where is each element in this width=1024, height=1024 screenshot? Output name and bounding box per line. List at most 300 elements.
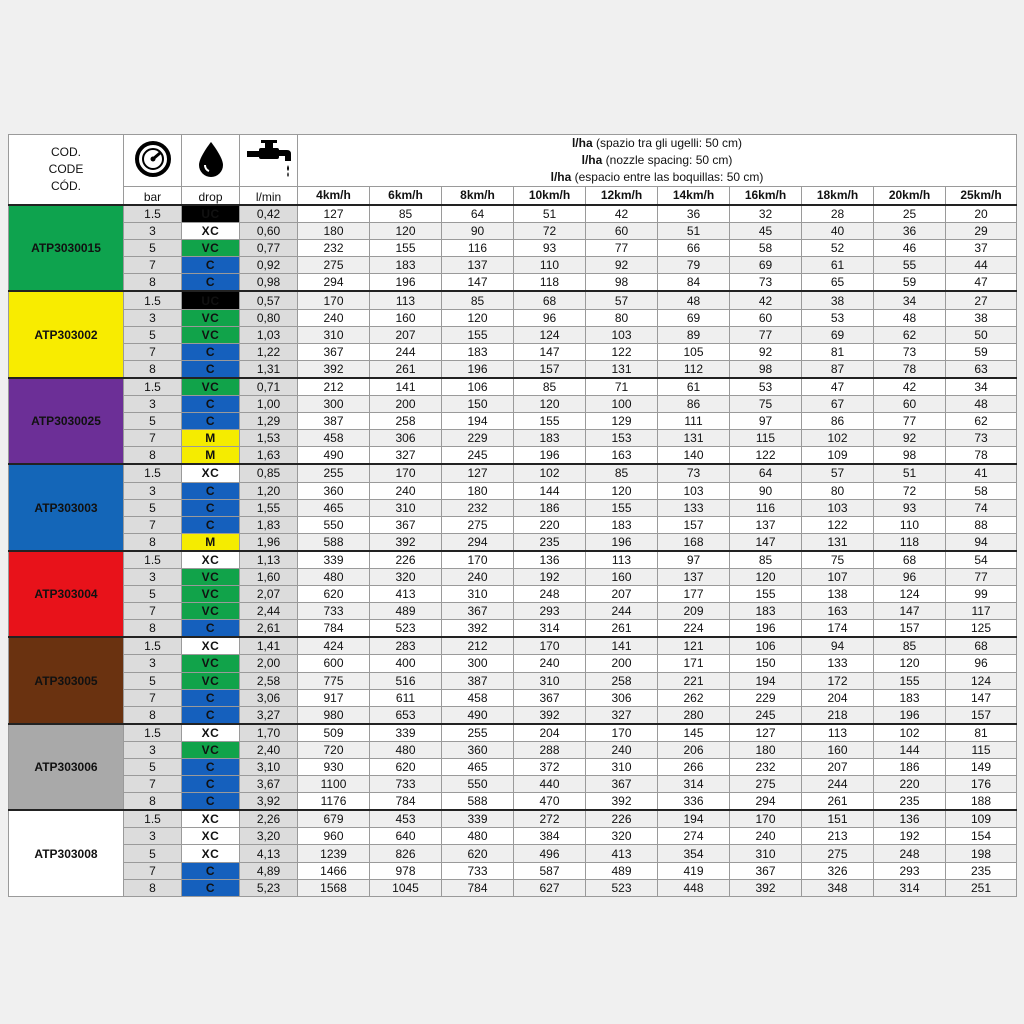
rate-value: 458 [442,689,514,706]
rate-value: 392 [514,706,586,724]
speed-header: 14km/h [658,187,730,206]
table-row [9,776,1017,793]
rate-value: 320 [586,828,658,845]
rate-value: 150 [730,655,802,672]
rate-value: 85 [514,378,586,396]
pressure-value: 3 [124,223,182,240]
rate-value: 163 [586,447,658,465]
rate-value: 360 [298,482,370,499]
rate-value: 226 [370,551,442,569]
rate-value: 73 [946,430,1017,447]
table-row [9,396,1017,413]
rate-value: 174 [802,620,874,638]
rate-value: 75 [802,551,874,569]
rate-value: 140 [658,447,730,465]
rate-value: 587 [514,862,586,879]
rate-value: 67 [802,396,874,413]
rate-value: 94 [946,533,1017,551]
rate-value: 92 [730,343,802,360]
drop-class-badge: XC [182,223,240,240]
rate-value: 320 [370,568,442,585]
drop-class-badge: C [182,396,240,413]
rate-value: 339 [442,810,514,828]
rate-value: 38 [802,291,874,309]
pressure-value: 8 [124,274,182,292]
rate-value: 88 [946,516,1017,533]
rate-value: 310 [298,326,370,343]
rate-value: 73 [730,274,802,292]
rate-value: 480 [370,741,442,758]
drop-class-badge: UC [182,291,240,309]
rate-value: 157 [514,360,586,378]
pressure-value: 7 [124,689,182,706]
rate-value: 72 [874,482,946,499]
drop-class-badge: C [182,759,240,776]
rate-value: 413 [370,586,442,603]
flow-value: 1,83 [240,516,298,533]
rate-value: 124 [946,672,1017,689]
rate-value: 145 [658,724,730,742]
rate-value: 980 [298,706,370,724]
rate-value: 120 [514,396,586,413]
rate-value: 196 [730,620,802,638]
table-row [9,533,1017,551]
rate-value: 160 [586,568,658,585]
rate-value: 93 [874,499,946,516]
rate-value: 640 [370,828,442,845]
rate-value: 103 [658,482,730,499]
rate-value: 60 [874,396,946,413]
rate-value: 118 [874,533,946,551]
drop-class-badge: C [182,620,240,638]
speed-header: 20km/h [874,187,946,206]
rate-value: 77 [586,240,658,257]
rate-value: 490 [442,706,514,724]
rate-value: 480 [298,568,370,585]
rate-value: 47 [802,378,874,396]
pressure-value: 7 [124,343,182,360]
rate-value: 255 [442,724,514,742]
pressure-value: 1.5 [124,810,182,828]
drop-class-badge: C [182,499,240,516]
rate-value: 339 [370,724,442,742]
rate-value: 28 [802,205,874,223]
table-row [9,378,1017,396]
table-row [9,862,1017,879]
rate-value: 600 [298,655,370,672]
rate-value: 294 [298,274,370,292]
code-label-line: CODE [48,162,84,176]
rate-value: 283 [370,637,442,655]
code-column-header [9,135,124,206]
drop-class-badge: VC [182,240,240,257]
rate-value: 90 [730,482,802,499]
rate-value: 733 [298,603,370,620]
rate-value: 183 [370,257,442,274]
nozzle-code: ATP303005 [9,637,124,723]
drop-class-badge: M [182,533,240,551]
table-row [9,274,1017,292]
rate-value: 109 [802,447,874,465]
rate-value: 261 [586,620,658,638]
drop-class-badge: C [182,274,240,292]
rate-value: 81 [946,724,1017,742]
pressure-value: 5 [124,240,182,257]
rate-value: 47 [946,274,1017,292]
rate-value: 38 [946,309,1017,326]
rate-value: 235 [946,862,1017,879]
rate-value: 1568 [298,879,370,896]
rate-value: 275 [730,776,802,793]
rate-value: 367 [586,776,658,793]
flow-value: 0,98 [240,274,298,292]
rate-value: 229 [442,430,514,447]
rate-value: 784 [370,793,442,811]
drop-class-badge: VC [182,568,240,585]
drop-class-badge: XC [182,828,240,845]
rate-value: 45 [730,223,802,240]
table-row [9,620,1017,638]
rate-value: 75 [730,396,802,413]
rate-value: 42 [874,378,946,396]
rate-value: 209 [658,603,730,620]
rate-value: 266 [658,759,730,776]
pressure-value: 5 [124,586,182,603]
flow-value: 2,07 [240,586,298,603]
rate-value: 220 [514,516,586,533]
rate-value: 53 [802,309,874,326]
rate-value: 36 [874,223,946,240]
drop-class-badge: VC [182,655,240,672]
rate-value: 419 [658,862,730,879]
rate-value: 784 [298,620,370,638]
rate-value: 372 [514,759,586,776]
flow-value: 0,60 [240,223,298,240]
rate-value: 127 [298,205,370,223]
rate-value: 826 [370,845,442,862]
flow-value: 1,29 [240,413,298,430]
speed-header: 10km/h [514,187,586,206]
rate-value: 131 [802,533,874,551]
rate-value: 98 [874,447,946,465]
rate-value: 245 [442,447,514,465]
rate-value: 131 [586,360,658,378]
table-row [9,240,1017,257]
rate-value: 194 [658,810,730,828]
table-row [9,793,1017,811]
rate-value: 118 [514,274,586,292]
rate-value: 306 [370,430,442,447]
pressure-value: 7 [124,257,182,274]
rate-value: 384 [514,828,586,845]
rate-value: 192 [874,828,946,845]
rate-value: 48 [658,291,730,309]
rate-value: 387 [442,672,514,689]
rate-value: 306 [586,689,658,706]
rate-value: 194 [730,672,802,689]
rate-value: 50 [946,326,1017,343]
rate-value: 620 [370,759,442,776]
rate-value: 105 [658,343,730,360]
rate-value: 98 [586,274,658,292]
rate-value: 25 [874,205,946,223]
rate-value: 48 [946,396,1017,413]
rate-value: 1239 [298,845,370,862]
pressure-value: 8 [124,620,182,638]
rate-value: 112 [658,360,730,378]
drop-class-badge: C [182,516,240,533]
pressure-value: 1.5 [124,637,182,655]
rate-value: 117 [946,603,1017,620]
title-text: (espacio entre las boquillas: 50 cm) [571,170,764,184]
rate-value: 198 [946,845,1017,862]
flow-value: 2,40 [240,741,298,758]
rate-value: 314 [658,776,730,793]
rate-value: 367 [514,689,586,706]
rate-value: 258 [370,413,442,430]
rate-value: 367 [298,343,370,360]
rate-value: 69 [802,326,874,343]
pressure-value: 3 [124,396,182,413]
flow-value: 1,60 [240,568,298,585]
rate-value: 154 [946,828,1017,845]
drop-class-badge: C [182,360,240,378]
table-row [9,360,1017,378]
rate-value: 155 [586,499,658,516]
rate-value: 930 [298,759,370,776]
rate-value: 78 [874,360,946,378]
rate-value: 59 [946,343,1017,360]
rate-value: 144 [514,482,586,499]
rate-value: 221 [658,672,730,689]
title-unit: l/ha [571,136,593,150]
pressure-value: 7 [124,430,182,447]
drop-class-badge: XC [182,464,240,482]
rate-value: 147 [442,274,514,292]
rate-value: 155 [514,413,586,430]
rate-value: 917 [298,689,370,706]
rate-value: 251 [946,879,1017,896]
rate-value: 300 [298,396,370,413]
flow-value: 2,00 [240,655,298,672]
flow-value: 1,70 [240,724,298,742]
pressure-value: 8 [124,706,182,724]
rate-value: 69 [658,309,730,326]
rate-value: 63 [946,360,1017,378]
rate-value: 244 [586,603,658,620]
rate-value: 588 [298,533,370,551]
speed-header: 16km/h [730,187,802,206]
rate-value: 109 [946,810,1017,828]
rate-value: 212 [298,378,370,396]
rate-value: 327 [370,447,442,465]
rate-value: 150 [442,396,514,413]
rate-value: 226 [586,810,658,828]
rate-value: 87 [802,360,874,378]
rate-value: 294 [442,533,514,551]
rate-value: 196 [370,274,442,292]
flow-value: 1,55 [240,499,298,516]
pressure-value: 1.5 [124,205,182,223]
rate-value: 120 [730,568,802,585]
rate-value: 367 [730,862,802,879]
pressure-value: 3 [124,655,182,672]
code-label-line: CÓD. [51,179,81,193]
rate-value: 127 [730,724,802,742]
rate-value: 133 [658,499,730,516]
drop-class-badge: C [182,689,240,706]
rate-value: 98 [730,360,802,378]
speed-header: 4km/h [298,187,370,206]
rate-value: 387 [298,413,370,430]
rate-value: 90 [442,223,514,240]
pressure-value: 3 [124,482,182,499]
table-row [9,845,1017,862]
rate-value: 40 [802,223,874,240]
rate-value: 183 [442,343,514,360]
title-text: (nozzle spacing: 50 cm) [602,153,733,167]
pressure-value: 1.5 [124,724,182,742]
rate-value: 55 [874,257,946,274]
rate-value: 86 [802,413,874,430]
pressure-value: 7 [124,516,182,533]
rate-value: 113 [802,724,874,742]
rate-value: 367 [370,516,442,533]
pressure-value: 3 [124,309,182,326]
rate-value: 147 [514,343,586,360]
application-rate-title [298,135,1017,187]
rate-value: 327 [586,706,658,724]
rate-value: 115 [946,741,1017,758]
flow-value: 1,96 [240,533,298,551]
rate-value: 116 [730,499,802,516]
rate-value: 78 [946,447,1017,465]
drop-class-badge: C [182,879,240,896]
rate-value: 136 [874,810,946,828]
drop-class-badge: C [182,793,240,811]
pressure-value: 5 [124,759,182,776]
rate-value: 137 [442,257,514,274]
rate-value: 113 [586,551,658,569]
rate-value: 92 [874,430,946,447]
rate-value: 440 [514,776,586,793]
rate-value: 160 [370,309,442,326]
rate-value: 293 [514,603,586,620]
rate-value: 1176 [298,793,370,811]
rate-value: 116 [442,240,514,257]
pressure-value: 1.5 [124,551,182,569]
drop-class-badge: C [182,343,240,360]
rate-value: 62 [874,326,946,343]
rate-value: 367 [442,603,514,620]
table-row [9,551,1017,569]
rate-value: 51 [658,223,730,240]
pressure-value: 7 [124,862,182,879]
rate-value: 20 [946,205,1017,223]
rate-value: 310 [370,499,442,516]
rate-value: 171 [658,655,730,672]
flow-value: 1,22 [240,343,298,360]
pressure-value: 5 [124,672,182,689]
rate-value: 77 [730,326,802,343]
flow-value: 0,80 [240,309,298,326]
drop-class-badge: C [182,482,240,499]
rate-value: 229 [730,689,802,706]
rate-value: 77 [946,568,1017,585]
rate-value: 470 [514,793,586,811]
nozzle-code: ATP303003 [9,464,124,550]
pressure-value: 8 [124,793,182,811]
flow-value: 1,20 [240,482,298,499]
nozzle-code: ATP3030015 [9,205,124,291]
rate-value: 110 [514,257,586,274]
title-text: (spazio tra gli ugelli: 50 cm) [592,136,743,150]
flow-value: 2,61 [240,620,298,638]
flow-value: 3,27 [240,706,298,724]
rate-value: 245 [730,706,802,724]
rate-value: 102 [874,724,946,742]
rate-value: 240 [370,482,442,499]
rate-value: 147 [874,603,946,620]
rate-value: 141 [586,637,658,655]
rate-value: 124 [514,326,586,343]
rate-value: 240 [730,828,802,845]
rate-value: 102 [514,464,586,482]
rate-value: 326 [802,862,874,879]
rate-value: 58 [730,240,802,257]
rate-value: 170 [442,551,514,569]
rate-value: 207 [802,759,874,776]
table-row [9,309,1017,326]
flow-value: 2,26 [240,810,298,828]
rate-value: 62 [946,413,1017,430]
pressure-value: 1.5 [124,378,182,396]
rate-value: 275 [802,845,874,862]
rate-value: 68 [946,637,1017,655]
pressure-value: 5 [124,326,182,343]
rate-value: 103 [802,499,874,516]
rate-value: 79 [658,257,730,274]
rate-value: 68 [874,551,946,569]
flow-value: 0,85 [240,464,298,482]
flow-value: 4,89 [240,862,298,879]
rate-value: 720 [298,741,370,758]
rate-value: 103 [586,326,658,343]
rate-value: 133 [802,655,874,672]
table-row [9,568,1017,585]
rate-value: 339 [298,551,370,569]
drop-class-badge: M [182,430,240,447]
rate-value: 448 [658,879,730,896]
rate-value: 176 [946,776,1017,793]
rate-value: 155 [730,586,802,603]
rate-value: 57 [802,464,874,482]
rate-value: 100 [586,396,658,413]
rate-value: 155 [370,240,442,257]
rate-value: 170 [514,637,586,655]
nozzle-flow-table [8,134,1017,897]
rate-value: 200 [370,396,442,413]
drop-class-badge: VC [182,741,240,758]
rate-value: 157 [658,516,730,533]
code-label-line: COD. [51,145,81,159]
rate-value: 192 [514,568,586,585]
rate-value: 59 [874,274,946,292]
rate-value: 310 [730,845,802,862]
drop-class-badge: XC [182,845,240,862]
rate-value: 523 [586,879,658,896]
rate-value: 183 [514,430,586,447]
